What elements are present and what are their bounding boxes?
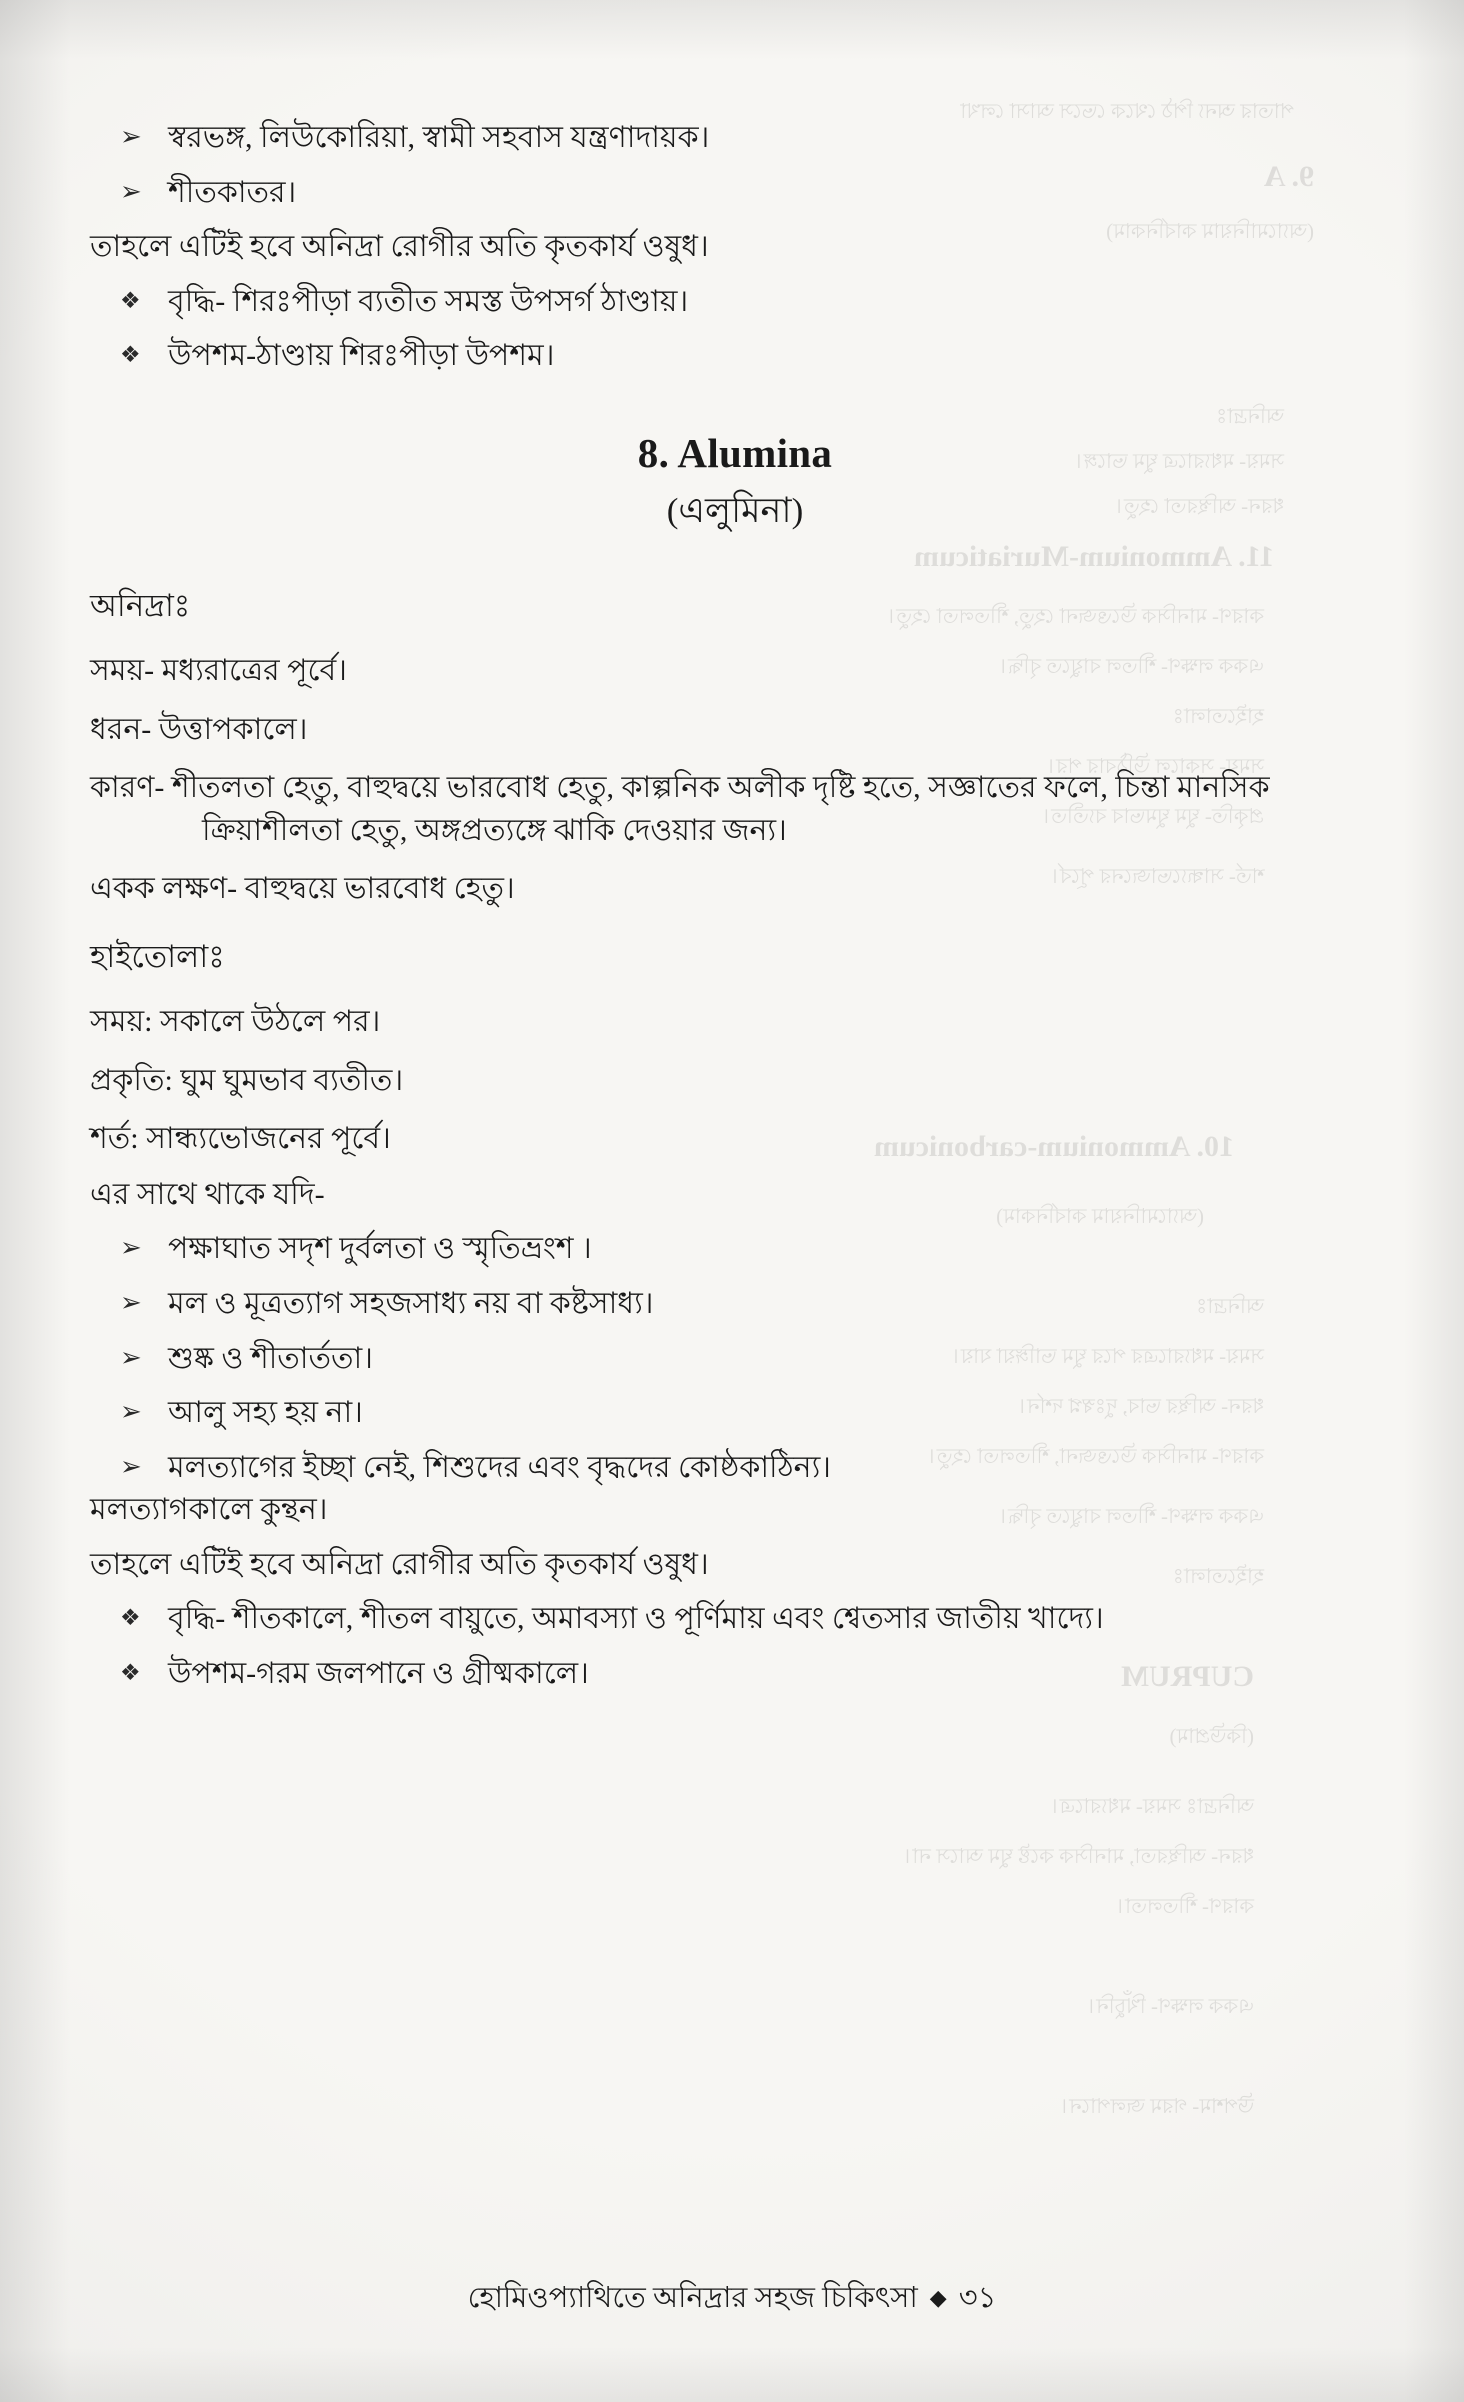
list-item bbox=[120, 175, 1350, 212]
insomnia-field-cause bbox=[90, 767, 1350, 852]
yawning-bullet-list bbox=[90, 1231, 1350, 1529]
yawning-modality-list bbox=[120, 1601, 1350, 1692]
field-label: সময়: bbox=[90, 1004, 153, 1038]
page-footer bbox=[0, 2275, 1464, 2324]
top-conclusion-text: তাহলে এটিই হবে অনিদ্রা রোগীর অতি কৃতকার্য ওষুধ। bbox=[90, 230, 709, 264]
list-item-text: শুষ্ক ও শীতার্ততা। bbox=[168, 1341, 373, 1375]
list-item bbox=[120, 1395, 1350, 1432]
arrow-bullet-icon: ➢ bbox=[120, 1397, 142, 1427]
list-item bbox=[120, 1231, 1350, 1268]
list-item-text: বৃদ্ধি- শীতকালে, শীতল বায়ুতে, অমাবস্যা ও পূর্ণিমায় এবং শ্বেতসার জাতীয় খাদ্যে। bbox=[168, 1602, 1104, 1636]
arrow-bullet-icon: ➢ bbox=[120, 122, 142, 151]
remedy-title-bengali: (এলুমিনা) bbox=[666, 490, 804, 530]
footer-separator-icon: ◆ bbox=[929, 2285, 947, 2310]
bleed-through-text: পাতার অন্য পিঠ থেকে ভেসে আসা লেখা 9. A (অ্যামোনিয়াম কার্বনিকাম) অনিদ্রাঃ সময়- মধ্যরাত্রে ঘুম ভাঙ্গে। ধরন- অস্থিরতা হেতু। 11. Ammonium-Muriaticum কারণ- মানসিক উত্তেজনা হেতু, শীতলতা হেতু। একক লক্ষণ- শীতল বায়ুতে বৃদ্ধি। হাইতোলাঃ সময়- সকালে উঠিবার পর। প্রকৃতি- ঘুম ঘুমভাব ব্যতীত। শর্ত- সান্ধ্যভোজনের পূর্বে। 10. Ammonium-carbonicum (অ্যামোনিয়াম কার্বনিকাম) অনিদ্রাঃ সময়- মধ্যরাত্রের পরে ঘুম ভাঙ্গিয়া যায়। ধরন- অস্থির ভাব, দুঃস্বপ্ন দর্শন। কারণ- মানসিক উত্তেজনা, শীতলতা হেতু। একক লক্ষণ- শীতল বায়ুতে বৃদ্ধি। হাইতোলাঃ CUPRUM (কিউপ্রাম) অনিদ্রাঃ সময়- মধ্যরাত্রে। ধরন- অস্থিরতা, মানসিক কষ্টে ঘুম আসে না। কারণ- শীতলতা। একক লক্ষণ- খিঁচুনি। উপশম- গরম জলপানে। bbox=[874, 99, 1314, 2118]
bleed-heading: CUPRUM bbox=[1120, 1660, 1254, 1693]
field-value: ঘুম ঘুমভাব ব্যতীত। bbox=[180, 1063, 404, 1097]
bleed-heading: 10. Ammonium-carbonicum bbox=[874, 1130, 1234, 1163]
top-modality-list bbox=[120, 284, 1350, 375]
list-item bbox=[120, 338, 1350, 375]
field-value: শীতলতা হেতু, বাহুদ্বয়ে ভারবোধ হেতু, কাল্পনিক অলীক দৃষ্টি হতে, সজ্ঞাতের ফলে, চিন্তা মানসিক ক্রিয়াশীলতা হেতু, অঙ্গপ্রত্যঙ্গে ঝাকি দেওয়ার জন্য। bbox=[171, 771, 1270, 847]
bleed-heading: 9. A bbox=[1263, 160, 1314, 193]
list-item bbox=[120, 1450, 1350, 1487]
list-item-continuation: মলত্যাগকালে কুন্থন। bbox=[90, 1493, 328, 1527]
yawning-heading: হাইতোলাঃ bbox=[90, 938, 225, 974]
yawning-field-time bbox=[90, 1001, 1350, 1044]
insomnia-field-time bbox=[90, 650, 1350, 693]
top-bullet-list bbox=[120, 120, 1350, 211]
list-item bbox=[120, 1656, 1350, 1693]
diamond-bullet-icon: ❖ bbox=[120, 1660, 141, 1686]
yawning-field-condition bbox=[90, 1118, 1350, 1161]
list-item-text: উপশম-ঠাণ্ডায় শিরঃপীড়া উপশম। bbox=[168, 339, 555, 373]
field-label: কারণ- bbox=[90, 771, 165, 805]
arrow-bullet-icon: ➢ bbox=[120, 176, 142, 206]
diamond-bullet-icon: ❖ bbox=[120, 287, 141, 313]
field-value: মধ্যরাত্রের পূর্বে। bbox=[161, 653, 347, 687]
arrow-bullet-icon: ➢ bbox=[120, 1233, 142, 1263]
field-label: শর্ত: bbox=[90, 1122, 139, 1156]
list-item bbox=[120, 1286, 1350, 1323]
list-item-text: শীতকাতর। bbox=[168, 175, 297, 209]
arrow-bullet-icon: ➢ bbox=[120, 1342, 142, 1372]
list-item bbox=[120, 284, 1350, 321]
field-value: সান্ধ্যভোজনের পূর্বে। bbox=[146, 1122, 391, 1156]
insomnia-field-type bbox=[90, 709, 1350, 752]
list-item-text: মল ও মূত্রত্যাগ সহজসাধ্য নয় বা কষ্টসাধ্য। bbox=[168, 1286, 654, 1320]
insomnia-heading: অনিদ্রাঃ bbox=[90, 587, 191, 623]
field-value: উত্তাপকালে। bbox=[158, 712, 308, 746]
insomnia-field-keynote bbox=[90, 868, 1350, 911]
document-content bbox=[90, 120, 1350, 1711]
yawning-field-nature bbox=[90, 1060, 1350, 1103]
field-label: একক লক্ষণ- bbox=[90, 872, 238, 906]
yawning-conclusion-text: তাহলে এটিই হবে অনিদ্রা রোগীর অতি কৃতকার্য ওষুধ। bbox=[90, 1547, 709, 1581]
page-number: ৩১ bbox=[958, 2282, 997, 2314]
list-item bbox=[120, 120, 1350, 157]
diamond-bullet-icon: ❖ bbox=[120, 342, 141, 368]
field-label: ধরন- bbox=[90, 712, 152, 746]
field-label: সময়- bbox=[90, 653, 155, 687]
yawning-lead-in-text: এর সাথে থাকে যদি- bbox=[90, 1177, 325, 1211]
list-item-text: আলু সহ্য হয় না। bbox=[168, 1396, 363, 1430]
list-item-text: উপশম-গরম জলপানে ও গ্রীষ্মকালে। bbox=[168, 1657, 589, 1691]
remedy-title: 8. Alumina bbox=[637, 429, 833, 476]
list-item-text: বৃদ্ধি- শিরঃপীড়া ব্যতীত সমস্ত উপসর্গ ঠাণ্ডায়। bbox=[168, 284, 689, 318]
list-item-text: স্বরভঙ্গ, লিউকোরিয়া, স্বামী সহবাস যন্ত্রণাদায়ক। bbox=[168, 121, 710, 154]
list-item-text: মলত্যাগের ইচ্ছা নেই, শিশুদের এবং বৃদ্ধদের কোষ্ঠকাঠিন্য। bbox=[168, 1450, 831, 1484]
list-item bbox=[120, 1341, 1350, 1378]
field-label: প্রকৃতি: bbox=[90, 1063, 173, 1097]
diamond-bullet-icon: ❖ bbox=[120, 1605, 141, 1631]
arrow-bullet-icon: ➢ bbox=[120, 1451, 142, 1481]
list-item bbox=[120, 1601, 1350, 1638]
remedy-title-block bbox=[120, 429, 1350, 542]
field-value: বাহুদ্বয়ে ভারবোধ হেতু। bbox=[244, 872, 515, 906]
list-item-text: পক্ষাঘাত সদৃশ দুর্বলতা ও স্মৃতিভ্রংশ । bbox=[168, 1232, 592, 1266]
arrow-bullet-icon: ➢ bbox=[120, 1287, 142, 1317]
footer-title: হোমিওপ্যাথিতে অনিদ্রার সহজ চিকিৎসা bbox=[467, 2282, 918, 2314]
bleed-heading: 11. Ammonium-Muriaticum bbox=[914, 540, 1274, 573]
field-value: সকালে উঠলে পর। bbox=[159, 1004, 381, 1038]
